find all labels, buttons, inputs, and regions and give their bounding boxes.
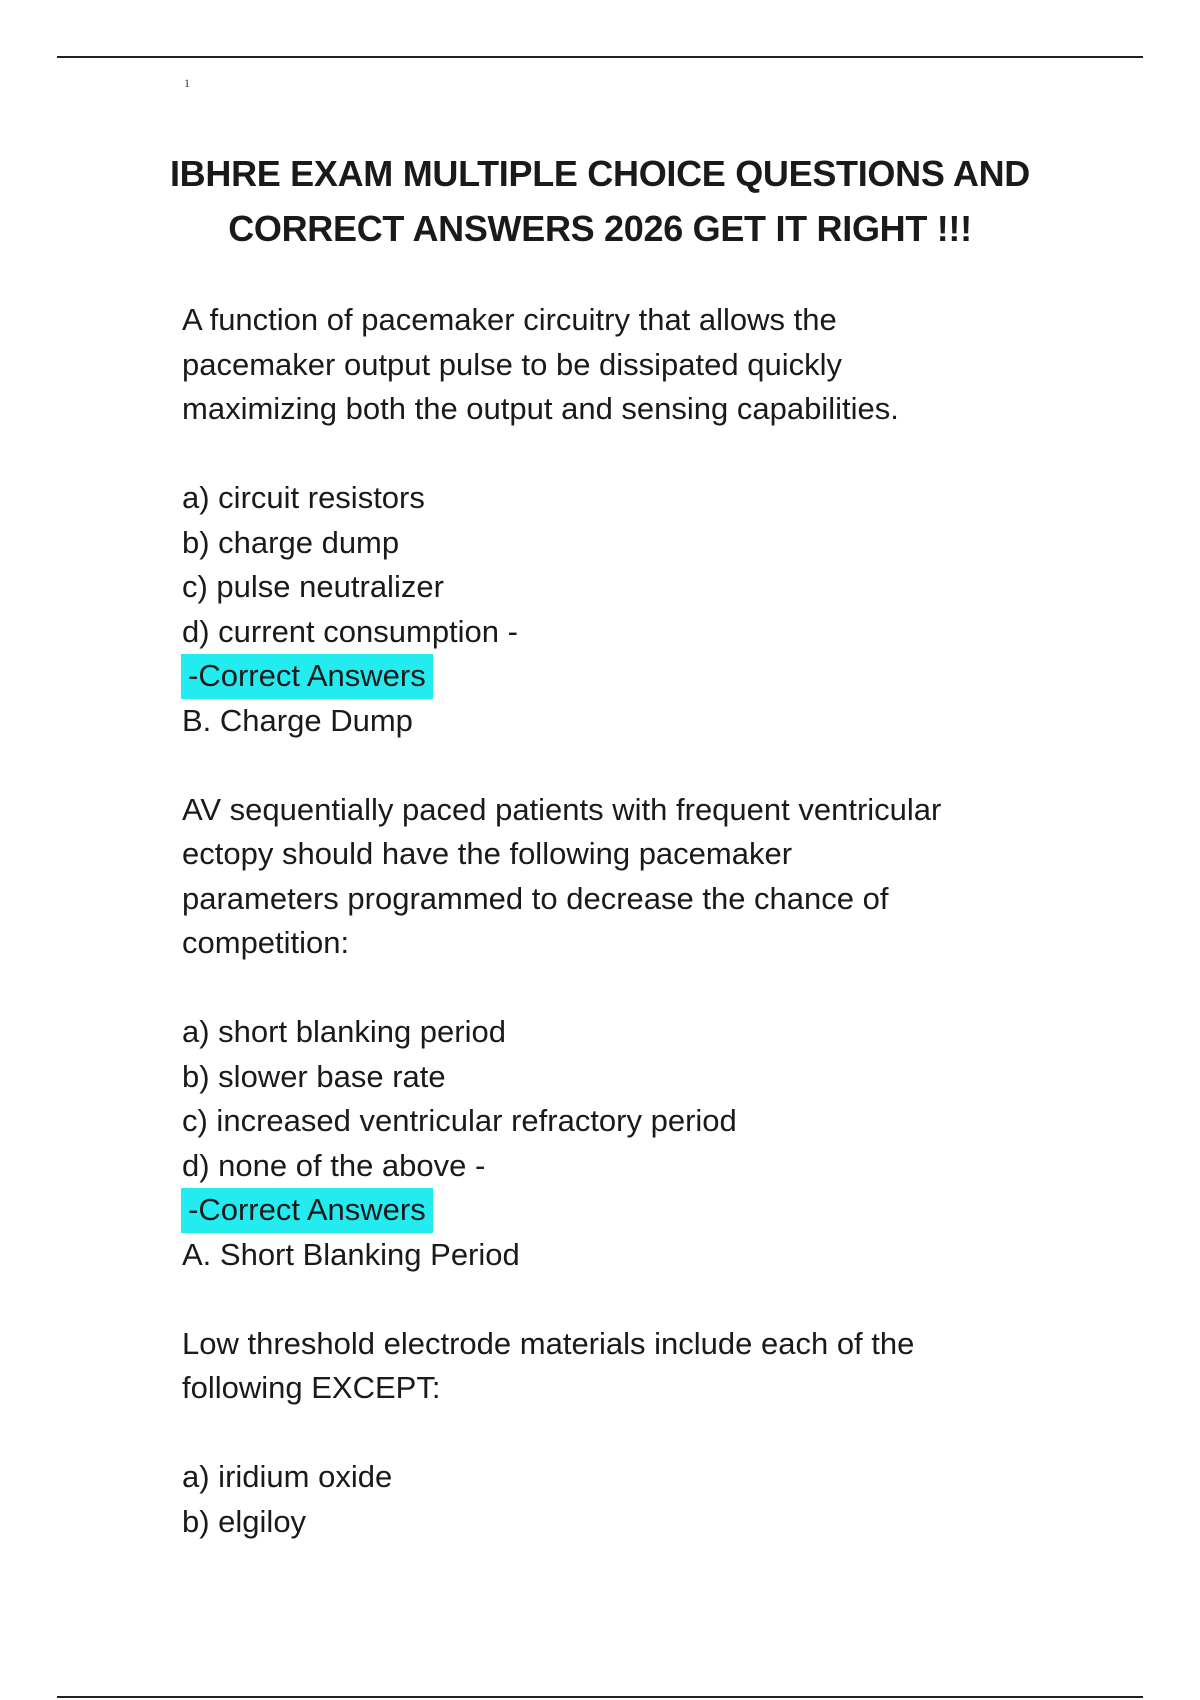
question-2-stem-line: AV sequentially paced patients with frequent ventricular — [182, 791, 942, 827]
page-number: 1 — [184, 76, 190, 90]
title-line-2: CORRECT ANSWERS 2026 GET IT RIGHT !!! — [228, 208, 972, 249]
question-1 — [182, 298, 1042, 743]
question-1-option-d: d) current consumption - — [182, 613, 518, 649]
bottom-divider — [57, 1696, 1143, 1698]
question-1-option-b: b) charge dump — [182, 524, 400, 560]
question-3-option-a: a) iridium oxide — [182, 1459, 393, 1494]
document-title — [120, 146, 1080, 256]
question-1-option-c: c) pulse neutralizer — [182, 569, 444, 604]
top-divider — [57, 56, 1143, 58]
question-2-option-b: b) slower base rate — [182, 1058, 446, 1094]
question-3-stem-line: Low threshold electrode materials include each of the — [182, 1325, 915, 1361]
question-1-answer-label: -Correct Answers — [181, 654, 433, 699]
question-2 — [182, 788, 1042, 1278]
question-2-option-a: a) short blanking period — [182, 1014, 506, 1049]
question-2-answer: A. Short Blanking Period — [182, 1236, 520, 1272]
question-1-stem-line: maximizing both the output and sensing capabilities. — [182, 391, 899, 426]
question-2-stem-line: competition: — [182, 925, 350, 960]
question-2-stem-line: ectopy should have the following pacemaker — [182, 836, 793, 871]
question-list — [182, 298, 1042, 1544]
question-3-option-b: b) elgiloy — [182, 1503, 307, 1539]
question-1-stem-line: A function of pacemaker circuitry that allows the — [182, 302, 837, 337]
title-line-1: IBHRE EXAM MULTIPLE CHOICE QUESTIONS AND — [169, 153, 1031, 194]
question-3 — [182, 1322, 1042, 1545]
question-2-stem-line: parameters programmed to decrease the chance of — [182, 880, 889, 916]
question-1-stem-line: pacemaker output pulse to be dissipated quickly — [182, 346, 843, 382]
question-1-answer: B. Charge Dump — [182, 702, 413, 738]
question-1-option-a: a) circuit resistors — [182, 480, 425, 515]
question-2-answer-label: -Correct Answers — [181, 1188, 433, 1233]
question-2-option-d: d) none of the above - — [182, 1147, 486, 1183]
question-3-stem-line: following EXCEPT: — [182, 1370, 441, 1405]
question-2-option-c: c) increased ventricular refractory period — [182, 1103, 737, 1138]
